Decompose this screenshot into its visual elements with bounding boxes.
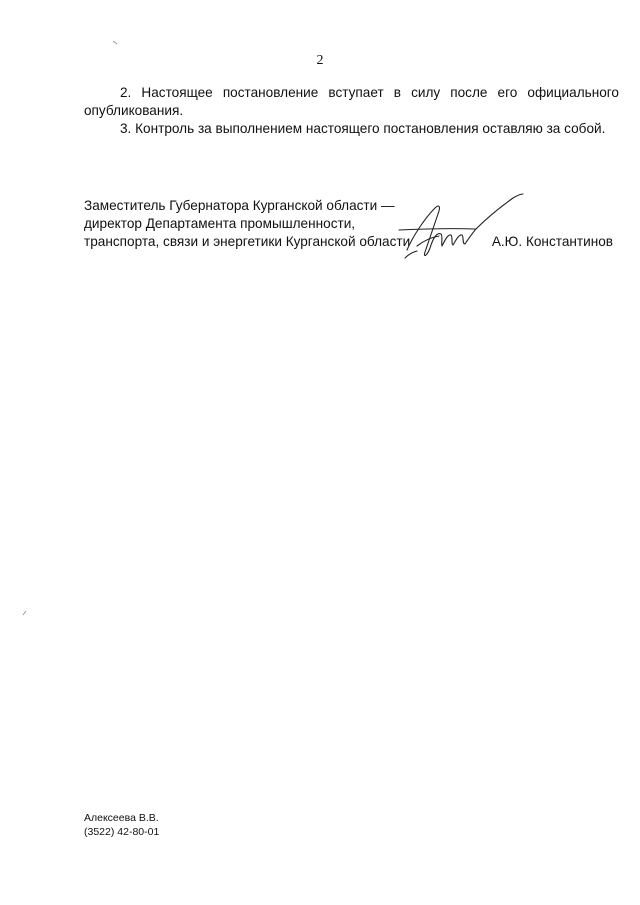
signer-position-line-1: Заместитель Губернатора Курганской области — — [84, 198, 395, 213]
scan-speck — [113, 40, 118, 45]
executor-name: Алексеева В.В. — [84, 812, 159, 824]
signer-position-line-3: транспорта, связи и энергетики Курганской области — [84, 234, 411, 249]
page-number: 2 — [316, 53, 324, 68]
scan-speck — [22, 611, 27, 616]
paragraph-control: 3. Контроль за выполнением настоящего постановления оставляю за собой. — [120, 121, 606, 136]
handwritten-signature — [395, 188, 530, 263]
signer-position-line-2: директор Департамента промышленности, — [84, 216, 356, 231]
signer-name: А.Ю. Константинов — [491, 234, 613, 249]
signature-block — [84, 197, 619, 251]
executor-phone: (3522) 42-80-01 — [84, 826, 160, 838]
paragraph-effective-date: 2. Настоящее постановление вступает в силу после его официального опубликования. — [84, 85, 619, 118]
document-body — [84, 84, 619, 138]
executor-info — [84, 811, 159, 839]
